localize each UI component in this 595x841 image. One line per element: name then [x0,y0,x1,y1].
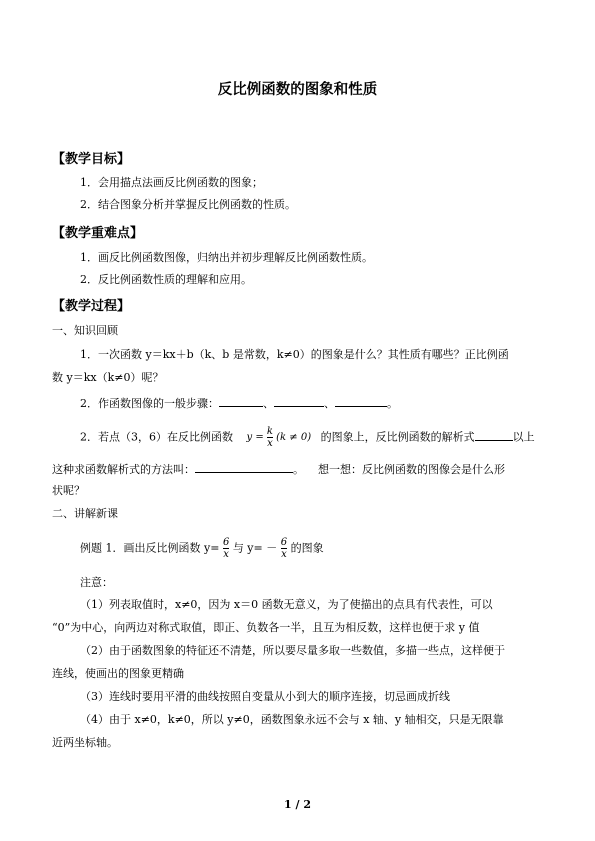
question-3-text-a: 2．若点（3，6）在反比例函数 [80,430,233,444]
goal-item-1: 1．会用描点法画反比例函数的图象； [80,176,263,189]
keypoint-item-1: 1．画反比例函数图像，归纳出并初步理解反比例函数性质。 [80,251,373,264]
answer-blank[interactable] [335,396,387,407]
section-review-heading: 一、知识回顾 [52,324,118,337]
keypoint-item-2: 2．反比例函数性质的理解和应用。 [80,273,252,286]
question-3-line-3: 状呢？ [52,484,85,497]
formula-condition: (k ≠ 0) [276,432,312,443]
blank-separator: 、 [263,397,274,410]
question-1-line-1: 1．一次函数 y＝kx＋b（k、b 是常数，k≠0）的图象是什么？其性质有哪些？正比例函 [80,348,509,361]
minus-sign: － [266,541,278,555]
example-text-a: 例题 1．画出反比例函数 y= [80,541,220,555]
fraction-numerator: 6 [222,537,230,548]
question-3-text-b: 的图象上，反比例函数的解析式 [320,430,475,444]
think-prompt: 想一想：反比例函数的图像会是什么形 [318,463,505,476]
note-1-line-1: （1）列表取值时，x≠0，因为 x＝0 函数无意义，为了使描出的点具有代表性，可以 [80,598,493,611]
goals-heading: 【教学目标】 [52,152,131,167]
note-2-line-1: （2）由于函数图象的特征还不清楚，所以要尽量多取一些数值，多描一些点，这样便于 [80,644,505,657]
answer-blank[interactable] [219,396,263,407]
example-1 [80,537,324,560]
example-fraction-1 [223,537,229,560]
inverse-formula [247,426,312,449]
example-fraction-2 [281,537,287,560]
note-label: 注意： [80,576,113,589]
example-text-c: 的图象 [290,541,324,555]
answer-blank[interactable] [475,430,513,441]
question-3-text-c: 以上 [512,430,535,444]
fraction-denominator: x [223,549,229,560]
fraction-numerator: 6 [280,537,288,548]
note-2-line-2: 连线，使画出的图象更精确 [52,667,184,680]
method-question-text: 这种求函数解析式的方法叫： [52,463,195,476]
fraction-denominator: x [281,549,287,560]
question-3-line-1 [80,426,535,449]
question-1-line-2: 数 y＝kx（k≠0）呢？ [52,371,164,384]
sentence-end: 。 [387,397,398,410]
fraction-numerator: k [266,426,273,437]
process-heading: 【教学过程】 [52,299,131,314]
keypoints-heading: 【教学重难点】 [52,226,144,241]
section-new-lesson-heading: 二、讲解新课 [52,507,118,520]
example-text-b: 与 y= [232,541,263,555]
formula-fraction [267,426,273,449]
note-1-line-2: “0”为中心，向两边对称式取值，即正、负数各一半，且互为相反数，这样也便于求 y 值 [52,621,480,634]
page-title: 反比例函数的图象和性质 [217,82,378,98]
formula-lhs: y = [246,432,264,443]
question-2 [80,396,398,411]
goal-item-2: 2．结合图象分析并掌握反比例函数的性质。 [80,198,296,211]
note-4-line-2: 近两坐标轴。 [52,736,118,749]
answer-blank[interactable] [274,396,324,407]
question-2-text: 2．作函数图像的一般步骤： [80,397,219,410]
page-number: 1 / 2 [284,798,311,811]
sentence-end: 。 [293,463,304,476]
question-3-line-2 [52,462,505,477]
blank-separator: 、 [324,397,335,410]
note-4-line-1: （4）由于 x≠0，k≠0，所以 y≠0，函数图象永远不会与 x 轴、y 轴相交，只是无限靠 [80,713,504,726]
fraction-denominator: x [267,438,273,449]
note-3: （3）连线时要用平滑的曲线按照自变量从小到大的顺序连接，切忌画成折线 [80,690,450,703]
answer-blank[interactable] [195,462,293,473]
